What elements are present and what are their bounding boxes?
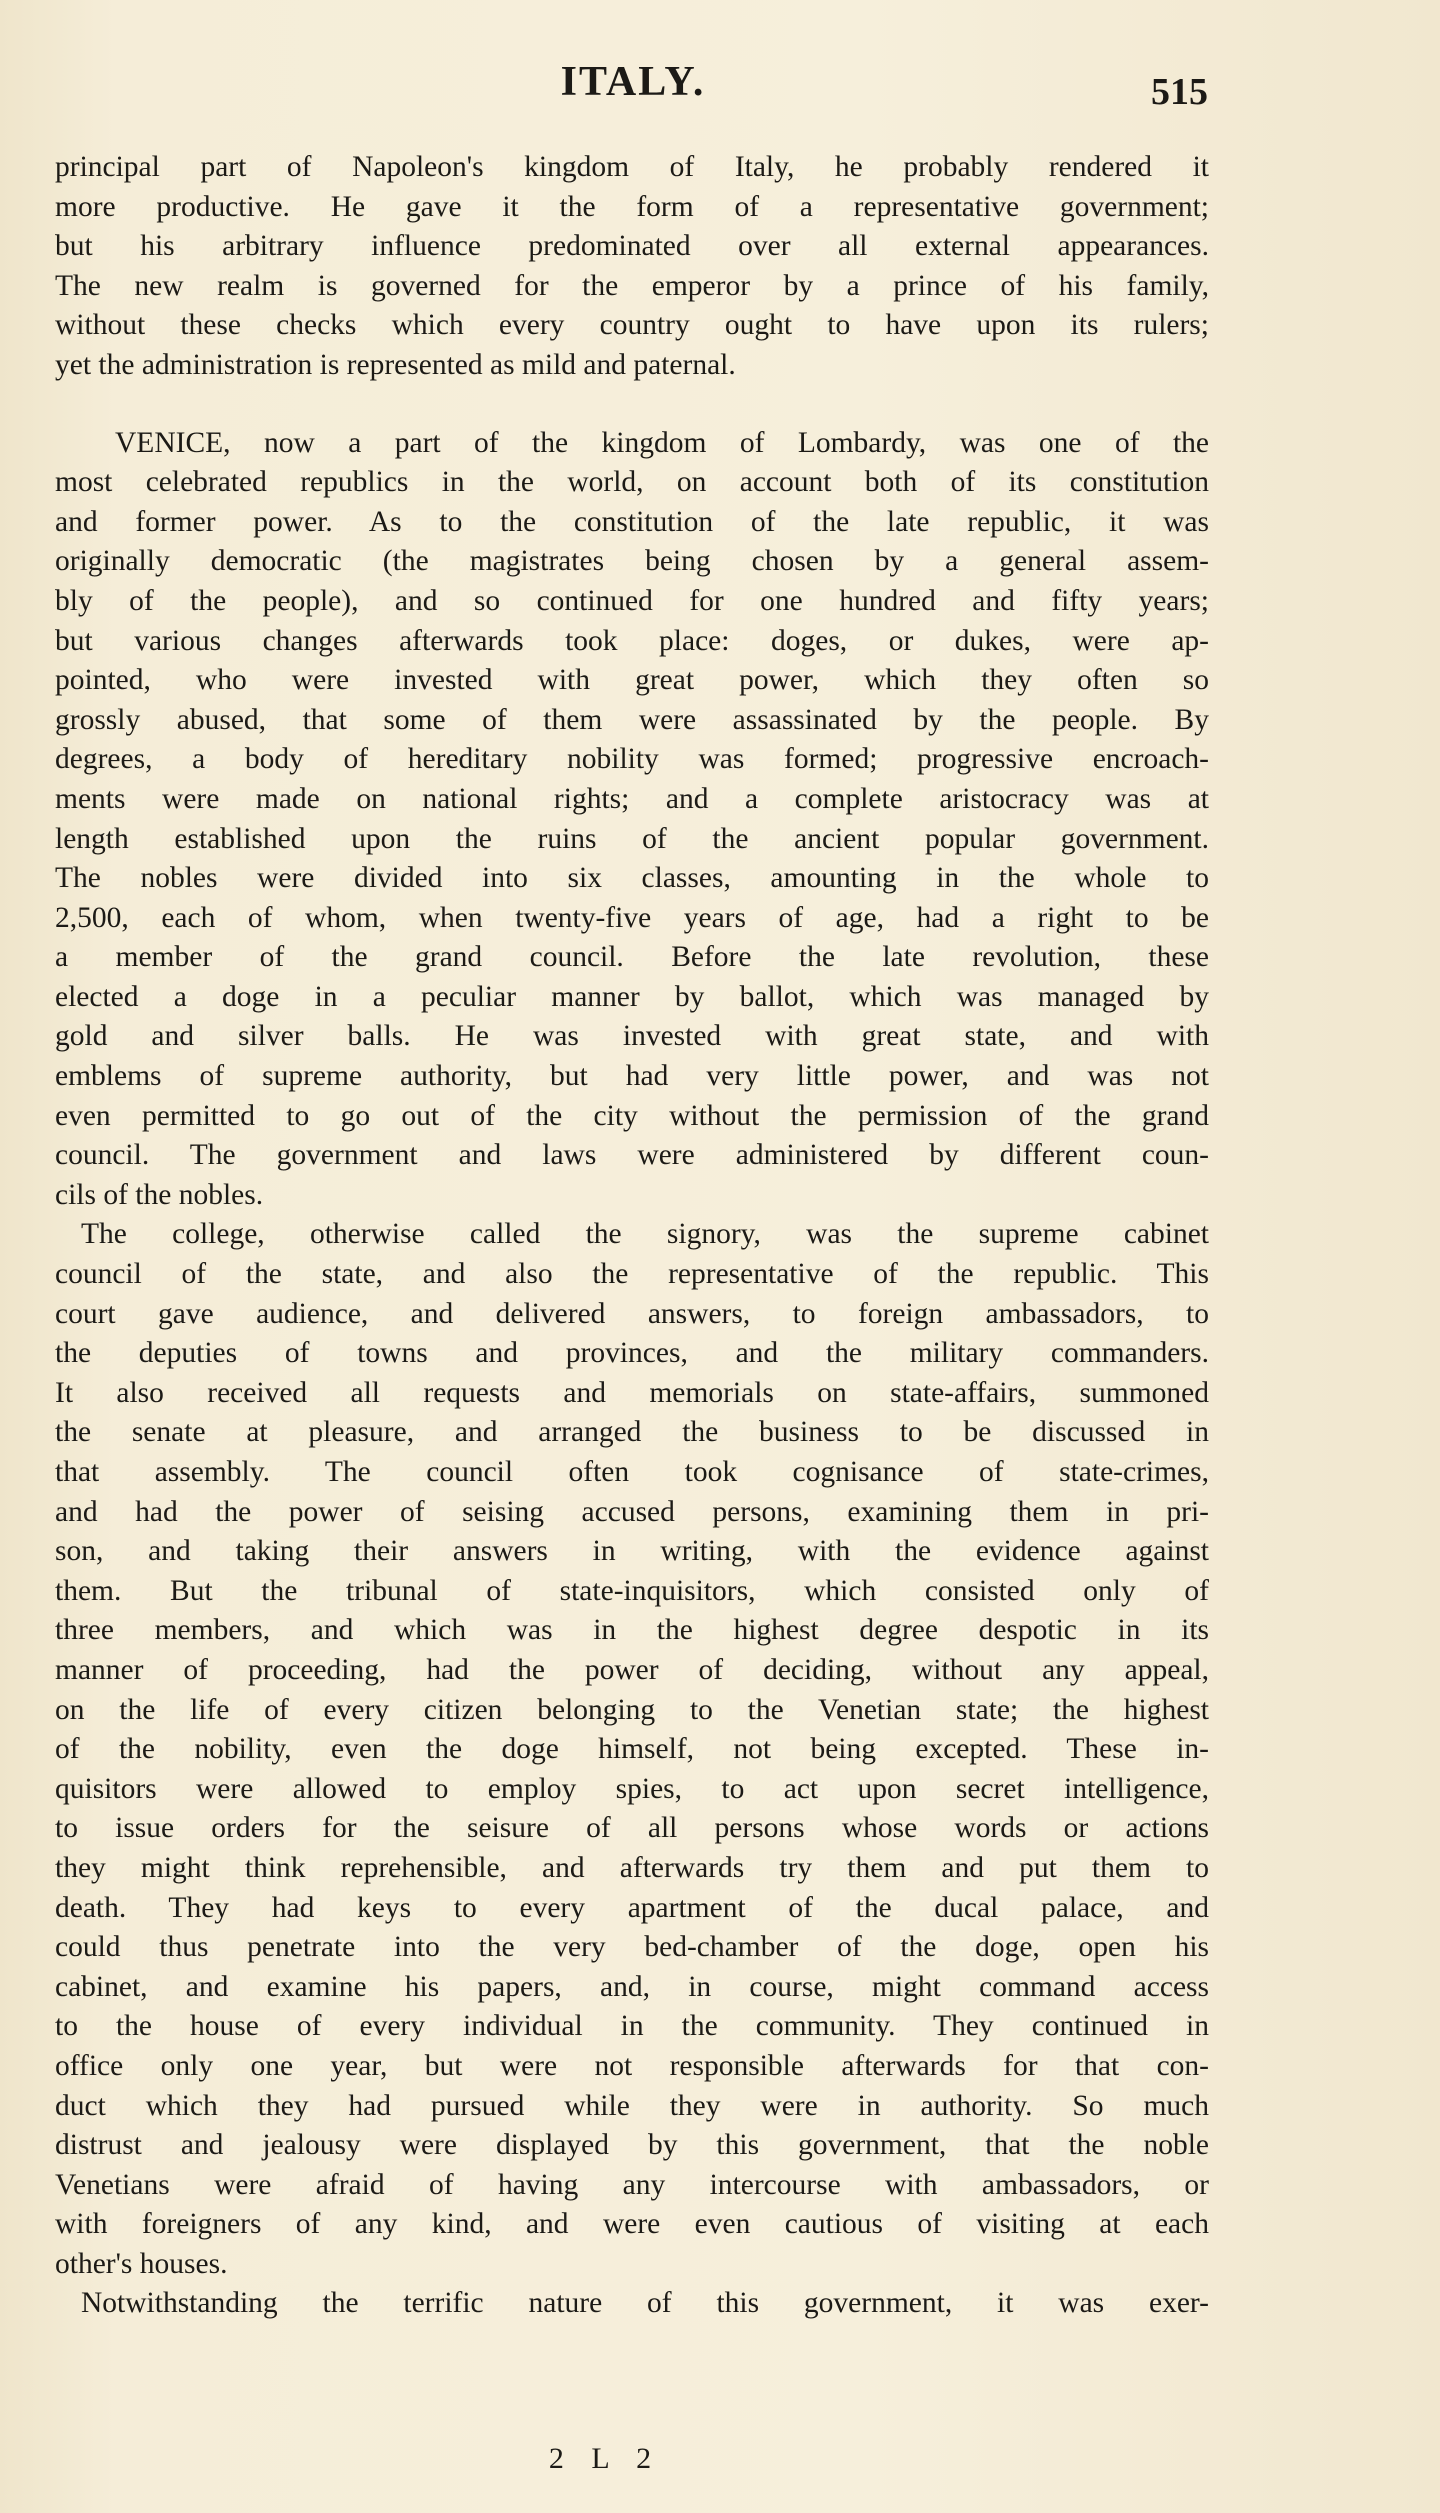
text-line: The nobles were divided into six classes, amounting in the whole to [55, 862, 1209, 895]
text-line: manner of proceeding, had the power of deciding, without any appeal, [55, 1653, 1209, 1686]
text-line: on the life of every citizen belonging to the Venetian state; the highest [55, 1693, 1209, 1726]
text-line: VENICE, now a part of the kingdom of Lombardy, was one of the [115, 426, 1209, 459]
signature-mark: 2 L 2 [548, 2442, 662, 2475]
text-line: cils of the nobles. [55, 1178, 264, 1211]
text-line: to the house of every individual in the community. They continued in [55, 2010, 1209, 2043]
text-line: cabinet, and examine his papers, and, in course, might command access [55, 1970, 1209, 2003]
text-line: quisitors were allowed to employ spies, to act upon secret intelligence, [55, 1772, 1209, 1805]
text-line: Notwithstanding the terrific nature of this government, it was exer- [81, 2287, 1209, 2320]
text-line: principal part of Napoleon's kingdom of Italy, he probably rendered it [55, 151, 1209, 183]
text-line: but various changes afterwards took place: doges, or dukes, were ap- [55, 624, 1209, 657]
text-line: and had the power of seising accused persons, examining them in pri- [55, 1495, 1209, 1528]
text-line: elected a doge in a peculiar manner by ballot, which was managed by [55, 980, 1209, 1013]
text-line: originally democratic (the magistrates being chosen by a general assem- [55, 545, 1209, 578]
paragraph-4 [55, 2284, 1209, 2324]
text-line: court gave audience, and delivered answers, to foreign ambassadors, to [55, 1297, 1209, 1330]
text-line: council. The government and laws were administered by different coun- [55, 1139, 1209, 1172]
text-line: even permitted to go out of the city without the permission of the grand [55, 1099, 1209, 1132]
text-line: them. But the tribunal of state-inquisitors, which consisted only of [55, 1574, 1209, 1607]
text-line: grossly abused, that some of them were assassinated by the people. By [55, 703, 1209, 736]
text-line: a member of the grand council. Before the late revolution, these [55, 941, 1209, 974]
text-line: the senate at pleasure, and arranged the business to be discussed in [55, 1416, 1209, 1449]
paragraph-1 [55, 148, 1209, 386]
text-line: and former power. As to the constitution of the late republic, it was [55, 505, 1209, 538]
text-line: office only one year, but were not responsible afterwards for that con- [55, 2049, 1209, 2082]
text-line: that assembly. The council often took cognisance of state-crimes, [55, 1456, 1209, 1488]
paragraph-3 [55, 1215, 1209, 2284]
chapter-title: ITALY. [560, 59, 706, 105]
text-line: son, and taking their answers in writing, with the evidence against [55, 1535, 1209, 1568]
text-line: with foreigners of any kind, and were even cautious of visiting at each [55, 2208, 1209, 2241]
text-line: gold and silver balls. He was invested with great state, and with [55, 1020, 1209, 1053]
text-line: council of the state, and also the representative of the republic. This [55, 1258, 1209, 1291]
text-line: the deputies of towns and provinces, and the military commanders. [55, 1337, 1209, 1370]
text-line: duct which they had pursued while they were in authority. So much [55, 2089, 1209, 2122]
paragraph-2 [55, 424, 1209, 1216]
text-line: could thus penetrate into the very bed-chamber of the doge, open his [55, 1931, 1209, 1964]
text-line: three members, and which was in the highest degree despotic in its [55, 1614, 1209, 1647]
text-line: bly of the people), and so continued for one hundred and fifty years; [55, 584, 1209, 617]
text-line: yet the administration is represented as mild and paternal. [55, 348, 736, 381]
text-line: more productive. He gave it the form of a representative government; [55, 190, 1209, 223]
paragraph-spacer [55, 386, 1209, 424]
text-line: but his arbitrary influence predominated over all external appearances. [55, 230, 1209, 263]
text-line: emblems of supreme authority, but had very little power, and was not [55, 1060, 1209, 1093]
text-line: they might think reprehensible, and afterwards try them and put them to [55, 1851, 1209, 1884]
text-line: pointed, who were invested with great power, which they often so [55, 664, 1209, 697]
page-number: 515 [1151, 71, 1208, 113]
text-line: without these checks which every country ought to have upon its rulers; [55, 309, 1209, 342]
running-head [58, 58, 1208, 118]
text-line: The new realm is governed for the emperor by a prince of his family, [55, 269, 1209, 302]
text-line: other's houses. [55, 2247, 228, 2280]
text-line: ments were made on national rights; and a complete aristocracy was at [55, 782, 1209, 815]
text-line: distrust and jealousy were displayed by this government, that the noble [55, 2129, 1209, 2162]
text-line: most celebrated republics in the world, on account both of its constitution [55, 466, 1209, 499]
text-line: The college, otherwise called the signory, was the supreme cabinet [81, 1218, 1209, 1251]
text-line: to issue orders for the seisure of all persons whose words or actions [55, 1812, 1209, 1845]
text-line: death. They had keys to every apartment of the ducal palace, and [55, 1891, 1209, 1924]
text-line: of the nobility, even the doge himself, not being excepted. These in- [55, 1733, 1209, 1766]
text-line: 2,500, each of whom, when twenty-five years of age, had a right to be [55, 901, 1209, 934]
text-line: Venetians were afraid of having any intercourse with ambassadors, or [55, 2168, 1209, 2201]
text-line: It also received all requests and memorials on state-affairs, summoned [55, 1376, 1209, 1409]
body-text [55, 148, 1209, 2324]
text-line: degrees, a body of hereditary nobility was formed; progressive encroach- [55, 743, 1209, 776]
text-line: length established upon the ruins of the ancient popular government. [55, 822, 1209, 855]
